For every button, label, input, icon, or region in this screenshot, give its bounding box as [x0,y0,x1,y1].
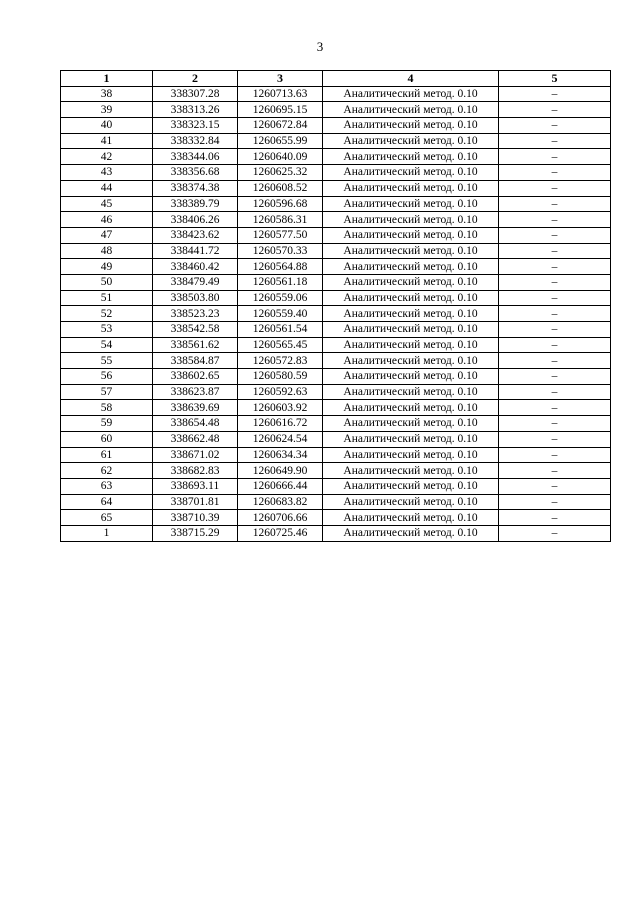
method-accuracy-cell: Аналитический метод. 0.10 [323,322,499,338]
method-accuracy-cell: Аналитический метод. 0.10 [323,133,499,149]
point-number-cell: 60 [61,431,153,447]
x-coordinate-cell: 338639.69 [153,400,238,416]
table-row [61,400,611,416]
method-accuracy-cell: Аналитический метод. 0.10 [323,369,499,385]
table-row [61,212,611,228]
method-accuracy-cell: Аналитический метод. 0.10 [323,118,499,134]
point-number-cell: 51 [61,290,153,306]
table-row [61,337,611,353]
x-coordinate-cell: 338441.72 [153,243,238,259]
x-coordinate-cell: 338374.38 [153,180,238,196]
y-coordinate-cell: 1260565.45 [238,337,323,353]
header-col-2: 2 [153,71,238,87]
y-coordinate-cell: 1260649.90 [238,463,323,479]
note-cell: – [499,259,611,275]
note-cell: – [499,180,611,196]
point-number-cell: 46 [61,212,153,228]
point-number-cell: 52 [61,306,153,322]
point-number-cell: 48 [61,243,153,259]
x-coordinate-cell: 338623.87 [153,384,238,400]
note-cell: – [499,165,611,181]
point-number-cell: 59 [61,416,153,432]
y-coordinate-cell: 1260586.31 [238,212,323,228]
coordinates-table [60,70,611,542]
method-accuracy-cell: Аналитический метод. 0.10 [323,243,499,259]
y-coordinate-cell: 1260655.99 [238,133,323,149]
table-body [61,86,611,541]
note-cell: – [499,447,611,463]
y-coordinate-cell: 1260580.59 [238,369,323,385]
point-number-cell: 64 [61,494,153,510]
point-number-cell: 65 [61,510,153,526]
note-cell: – [499,416,611,432]
method-accuracy-cell: Аналитический метод. 0.10 [323,416,499,432]
x-coordinate-cell: 338460.42 [153,259,238,275]
point-number-cell: 45 [61,196,153,212]
x-coordinate-cell: 338542.58 [153,322,238,338]
point-number-cell: 38 [61,86,153,102]
method-accuracy-cell: Аналитический метод. 0.10 [323,353,499,369]
method-accuracy-cell: Аналитический метод. 0.10 [323,102,499,118]
note-cell: – [499,353,611,369]
x-coordinate-cell: 338332.84 [153,133,238,149]
x-coordinate-cell: 338323.15 [153,118,238,134]
table-row [61,243,611,259]
y-coordinate-cell: 1260616.72 [238,416,323,432]
method-accuracy-cell: Аналитический метод. 0.10 [323,86,499,102]
note-cell: – [499,196,611,212]
x-coordinate-cell: 338561.62 [153,337,238,353]
point-number-cell: 44 [61,180,153,196]
y-coordinate-cell: 1260603.92 [238,400,323,416]
x-coordinate-cell: 338693.11 [153,478,238,494]
note-cell: – [499,212,611,228]
y-coordinate-cell: 1260559.40 [238,306,323,322]
y-coordinate-cell: 1260570.33 [238,243,323,259]
x-coordinate-cell: 338671.02 [153,447,238,463]
x-coordinate-cell: 338356.68 [153,165,238,181]
y-coordinate-cell: 1260706.66 [238,510,323,526]
y-coordinate-cell: 1260596.68 [238,196,323,212]
table-row [61,227,611,243]
point-number-cell: 58 [61,400,153,416]
method-accuracy-cell: Аналитический метод. 0.10 [323,149,499,165]
table-row [61,384,611,400]
x-coordinate-cell: 338389.79 [153,196,238,212]
note-cell: – [499,118,611,134]
note-cell: – [499,525,611,541]
y-coordinate-cell: 1260572.83 [238,353,323,369]
table-row [61,274,611,290]
y-coordinate-cell: 1260624.54 [238,431,323,447]
x-coordinate-cell: 338307.28 [153,86,238,102]
y-coordinate-cell: 1260713.63 [238,86,323,102]
y-coordinate-cell: 1260561.54 [238,322,323,338]
point-number-cell: 54 [61,337,153,353]
x-coordinate-cell: 338423.62 [153,227,238,243]
table-row [61,102,611,118]
y-coordinate-cell: 1260666.44 [238,478,323,494]
x-coordinate-cell: 338479.49 [153,274,238,290]
table-row [61,180,611,196]
method-accuracy-cell: Аналитический метод. 0.10 [323,478,499,494]
y-coordinate-cell: 1260592.63 [238,384,323,400]
table-row [61,369,611,385]
note-cell: – [499,431,611,447]
point-number-cell: 49 [61,259,153,275]
table-row [61,165,611,181]
method-accuracy-cell: Аналитический метод. 0.10 [323,274,499,290]
note-cell: – [499,494,611,510]
note-cell: – [499,510,611,526]
y-coordinate-cell: 1260725.46 [238,525,323,541]
point-number-cell: 63 [61,478,153,494]
method-accuracy-cell: Аналитический метод. 0.10 [323,180,499,196]
y-coordinate-cell: 1260672.84 [238,118,323,134]
table-row [61,133,611,149]
x-coordinate-cell: 338701.81 [153,494,238,510]
x-coordinate-cell: 338682.83 [153,463,238,479]
y-coordinate-cell: 1260625.32 [238,165,323,181]
table-row [61,259,611,275]
table-row [61,416,611,432]
header-col-4: 4 [323,71,499,87]
method-accuracy-cell: Аналитический метод. 0.10 [323,290,499,306]
note-cell: – [499,102,611,118]
method-accuracy-cell: Аналитический метод. 0.10 [323,525,499,541]
table-row [61,196,611,212]
y-coordinate-cell: 1260577.50 [238,227,323,243]
x-coordinate-cell: 338503.80 [153,290,238,306]
table-row [61,306,611,322]
method-accuracy-cell: Аналитический метод. 0.10 [323,400,499,416]
x-coordinate-cell: 338654.48 [153,416,238,432]
y-coordinate-cell: 1260640.09 [238,149,323,165]
header-col-5: 5 [499,71,611,87]
y-coordinate-cell: 1260559.06 [238,290,323,306]
y-coordinate-cell: 1260608.52 [238,180,323,196]
header-col-1: 1 [61,71,153,87]
note-cell: – [499,463,611,479]
x-coordinate-cell: 338715.29 [153,525,238,541]
point-number-cell: 57 [61,384,153,400]
table-header [61,71,611,87]
table-row [61,353,611,369]
method-accuracy-cell: Аналитический метод. 0.10 [323,463,499,479]
point-number-cell: 56 [61,369,153,385]
table-row [61,431,611,447]
method-accuracy-cell: Аналитический метод. 0.10 [323,306,499,322]
table-row [61,86,611,102]
table-row [61,322,611,338]
y-coordinate-cell: 1260683.82 [238,494,323,510]
note-cell: – [499,243,611,259]
method-accuracy-cell: Аналитический метод. 0.10 [323,227,499,243]
note-cell: – [499,306,611,322]
method-accuracy-cell: Аналитический метод. 0.10 [323,384,499,400]
method-accuracy-cell: Аналитический метод. 0.10 [323,510,499,526]
table-row [61,510,611,526]
point-number-cell: 50 [61,274,153,290]
point-number-cell: 1 [61,525,153,541]
x-coordinate-cell: 338710.39 [153,510,238,526]
point-number-cell: 55 [61,353,153,369]
method-accuracy-cell: Аналитический метод. 0.10 [323,494,499,510]
table-row [61,447,611,463]
x-coordinate-cell: 338584.87 [153,353,238,369]
header-row [61,71,611,87]
point-number-cell: 43 [61,165,153,181]
point-number-cell: 62 [61,463,153,479]
table-row [61,478,611,494]
point-number-cell: 61 [61,447,153,463]
table-row [61,118,611,134]
y-coordinate-cell: 1260564.88 [238,259,323,275]
point-number-cell: 40 [61,118,153,134]
x-coordinate-cell: 338313.26 [153,102,238,118]
x-coordinate-cell: 338344.06 [153,149,238,165]
note-cell: – [499,322,611,338]
table-row [61,463,611,479]
header-col-3: 3 [238,71,323,87]
note-cell: – [499,86,611,102]
note-cell: – [499,290,611,306]
method-accuracy-cell: Аналитический метод. 0.10 [323,165,499,181]
note-cell: – [499,337,611,353]
method-accuracy-cell: Аналитический метод. 0.10 [323,212,499,228]
method-accuracy-cell: Аналитический метод. 0.10 [323,337,499,353]
note-cell: – [499,133,611,149]
method-accuracy-cell: Аналитический метод. 0.10 [323,447,499,463]
y-coordinate-cell: 1260695.15 [238,102,323,118]
point-number-cell: 53 [61,322,153,338]
note-cell: – [499,384,611,400]
method-accuracy-cell: Аналитический метод. 0.10 [323,431,499,447]
x-coordinate-cell: 338523.23 [153,306,238,322]
point-number-cell: 39 [61,102,153,118]
x-coordinate-cell: 338602.65 [153,369,238,385]
y-coordinate-cell: 1260561.18 [238,274,323,290]
page-number: 3 [316,39,324,54]
table-row [61,149,611,165]
y-coordinate-cell: 1260634.34 [238,447,323,463]
note-cell: – [499,274,611,290]
table-row [61,494,611,510]
point-number-cell: 47 [61,227,153,243]
x-coordinate-cell: 338406.26 [153,212,238,228]
method-accuracy-cell: Аналитический метод. 0.10 [323,196,499,212]
note-cell: – [499,149,611,165]
point-number-cell: 41 [61,133,153,149]
note-cell: – [499,369,611,385]
method-accuracy-cell: Аналитический метод. 0.10 [323,259,499,275]
point-number-cell: 42 [61,149,153,165]
x-coordinate-cell: 338662.48 [153,431,238,447]
table-row [61,525,611,541]
note-cell: – [499,400,611,416]
note-cell: – [499,227,611,243]
note-cell: – [499,478,611,494]
table-row [61,290,611,306]
